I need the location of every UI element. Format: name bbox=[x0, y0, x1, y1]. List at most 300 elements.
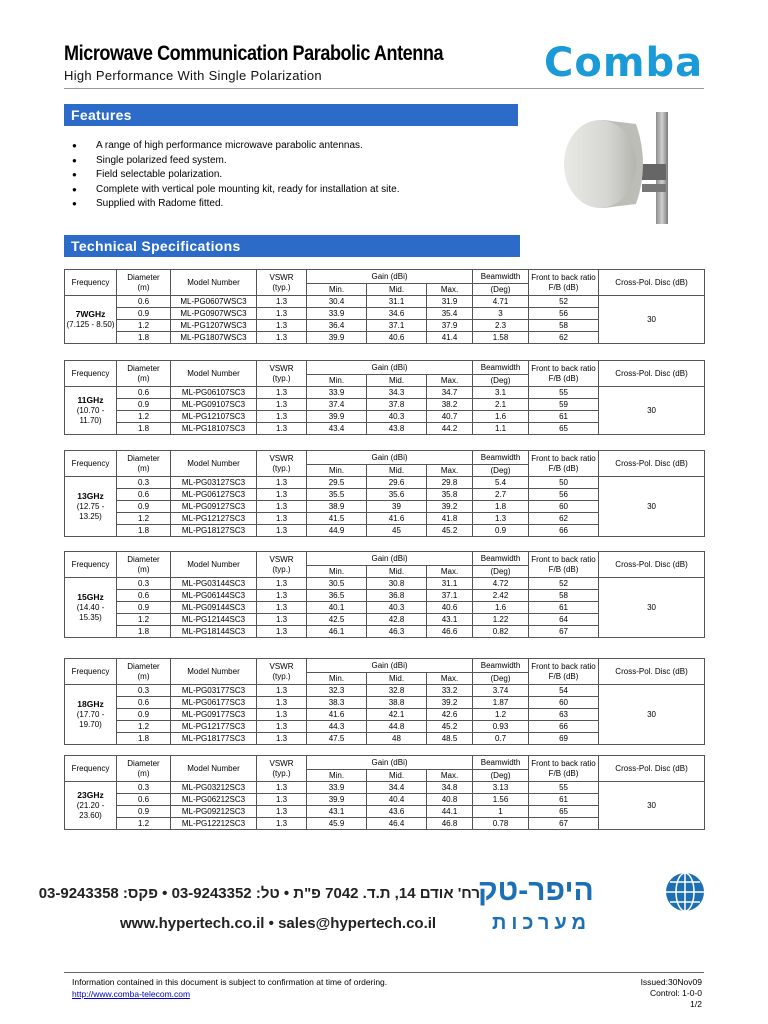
header-diameter-unit: (m) bbox=[137, 768, 150, 778]
model-number-cell: ML-PG06107SC3 bbox=[171, 387, 257, 399]
header-diameter-label: Diameter bbox=[127, 758, 160, 768]
gain-min-cell: 33.9 bbox=[307, 782, 367, 794]
header-gain-min: Min. bbox=[307, 465, 367, 477]
comba-logo: Comba bbox=[544, 40, 704, 86]
beamwidth-cell: 5.4 bbox=[473, 477, 529, 489]
gain-min-cell: 41.6 bbox=[307, 709, 367, 721]
gain-min-cell: 42.5 bbox=[307, 614, 367, 626]
beamwidth-cell: 1.87 bbox=[473, 697, 529, 709]
front-to-back-cell: 64 bbox=[529, 614, 599, 626]
model-number-cell: ML-PG12144SC3 bbox=[171, 614, 257, 626]
beamwidth-cell: 1.3 bbox=[473, 513, 529, 525]
front-to-back-cell: 61 bbox=[529, 411, 599, 423]
front-to-back-cell: 54 bbox=[529, 685, 599, 697]
diameter-cell: 1.2 bbox=[117, 818, 171, 830]
beamwidth-cell: 1.58 bbox=[473, 332, 529, 344]
gain-mid-cell: 45 bbox=[367, 525, 427, 537]
gain-mid-cell: 31.1 bbox=[367, 296, 427, 308]
beamwidth-cell: 1.2 bbox=[473, 709, 529, 721]
diameter-cell: 0.6 bbox=[117, 387, 171, 399]
issued-date: Issued:30Nov09 bbox=[640, 977, 702, 987]
diameter-cell: 0.3 bbox=[117, 685, 171, 697]
header-gain-min: Min. bbox=[307, 375, 367, 387]
gain-max-cell: 42.6 bbox=[427, 709, 473, 721]
header-diameter-unit: (m) bbox=[137, 282, 150, 292]
diameter-cell: 1.8 bbox=[117, 423, 171, 435]
header-vswr-label: VSWR bbox=[269, 272, 294, 282]
distributor-subtitle: מערכות bbox=[492, 912, 592, 934]
gain-mid-cell: 42.8 bbox=[367, 614, 427, 626]
specs-section-bar bbox=[64, 235, 520, 257]
diameter-cell: 1.8 bbox=[117, 332, 171, 344]
band-name: 18GHz bbox=[77, 699, 104, 709]
front-to-back-cell: 67 bbox=[529, 626, 599, 638]
header-gain: Gain (dBi) bbox=[307, 552, 473, 566]
header-vswr-label: VSWR bbox=[269, 554, 294, 564]
header-beamwidth: Beamwidth bbox=[473, 756, 529, 770]
header-diameter-unit: (m) bbox=[137, 564, 150, 574]
header-beamwidth-unit: (Deg) bbox=[473, 673, 529, 685]
footer-divider bbox=[64, 972, 704, 973]
beamwidth-cell: 2.42 bbox=[473, 590, 529, 602]
header-diameter-label: Diameter bbox=[127, 272, 160, 282]
spec-table bbox=[64, 269, 705, 344]
header-model-number bbox=[171, 270, 257, 296]
header-model-number-label: Model Number bbox=[187, 368, 240, 378]
band-range: (17.70 - 19.70) bbox=[76, 710, 105, 729]
header-gain-max: Max. bbox=[427, 465, 473, 477]
beamwidth-cell: 1.22 bbox=[473, 614, 529, 626]
gain-max-cell: 38.2 bbox=[427, 399, 473, 411]
table-row bbox=[65, 685, 705, 697]
beamwidth-cell: 4.71 bbox=[473, 296, 529, 308]
model-number-cell: ML-PG18127SC3 bbox=[171, 525, 257, 537]
model-number-cell: ML-PG18107SC3 bbox=[171, 423, 257, 435]
gain-mid-cell: 43.6 bbox=[367, 806, 427, 818]
header-diameter-label: Diameter bbox=[127, 554, 160, 564]
header-gain: Gain (dBi) bbox=[307, 361, 473, 375]
gain-mid-cell: 30.8 bbox=[367, 578, 427, 590]
vswr-cell: 1.3 bbox=[257, 320, 307, 332]
front-to-back-cell: 65 bbox=[529, 423, 599, 435]
diameter-cell: 1.2 bbox=[117, 721, 171, 733]
table-row bbox=[65, 782, 705, 794]
header-gain-max: Max. bbox=[427, 770, 473, 782]
header-diameter-label: Diameter bbox=[127, 363, 160, 373]
diameter-cell: 0.9 bbox=[117, 709, 171, 721]
frequency-band bbox=[65, 387, 117, 435]
header-front-to-back-label: Front to back ratio F/B (dB) bbox=[531, 661, 596, 681]
cross-pol-cell: 30 bbox=[599, 387, 705, 435]
gain-mid-cell: 46.4 bbox=[367, 818, 427, 830]
feature-item: ● Field selectable polarization. bbox=[72, 168, 399, 183]
header-diameter bbox=[117, 756, 171, 782]
cross-pol-cell: 30 bbox=[599, 782, 705, 830]
frequency-band bbox=[65, 578, 117, 638]
gain-max-cell: 34.8 bbox=[427, 782, 473, 794]
gain-mid-cell: 29.6 bbox=[367, 477, 427, 489]
header-gain-mid: Mid. bbox=[367, 465, 427, 477]
front-to-back-cell: 66 bbox=[529, 525, 599, 537]
gain-min-cell: 41.5 bbox=[307, 513, 367, 525]
model-number-cell: ML-PG12127SC3 bbox=[171, 513, 257, 525]
gain-min-cell: 38.3 bbox=[307, 697, 367, 709]
gain-max-cell: 40.8 bbox=[427, 794, 473, 806]
frequency-band bbox=[65, 477, 117, 537]
gain-min-cell: 44.3 bbox=[307, 721, 367, 733]
header-beamwidth-unit: (Deg) bbox=[473, 284, 529, 296]
beamwidth-cell: 0.93 bbox=[473, 721, 529, 733]
beamwidth-cell: 1.8 bbox=[473, 501, 529, 513]
beamwidth-cell: 2.1 bbox=[473, 399, 529, 411]
vswr-cell: 1.3 bbox=[257, 399, 307, 411]
gain-mid-cell: 37.8 bbox=[367, 399, 427, 411]
gain-max-cell: 46.8 bbox=[427, 818, 473, 830]
model-number-cell: ML-PG03177SC3 bbox=[171, 685, 257, 697]
header-gain-mid: Mid. bbox=[367, 673, 427, 685]
globe-icon bbox=[660, 870, 710, 914]
header-diameter-unit: (m) bbox=[137, 671, 150, 681]
vswr-cell: 1.3 bbox=[257, 423, 307, 435]
gain-max-cell: 39.2 bbox=[427, 501, 473, 513]
header-frequency-label: Frequency bbox=[71, 277, 110, 287]
model-number-cell: ML-PG12107SC3 bbox=[171, 411, 257, 423]
header-cross-pol-label: Cross-Pol. Disc (dB) bbox=[615, 559, 688, 569]
band-range: (14.40 - 15.35) bbox=[76, 603, 105, 622]
header-frequency bbox=[65, 756, 117, 782]
vswr-cell: 1.3 bbox=[257, 697, 307, 709]
gain-mid-cell: 34.3 bbox=[367, 387, 427, 399]
beamwidth-cell: 3.13 bbox=[473, 782, 529, 794]
vswr-cell: 1.3 bbox=[257, 387, 307, 399]
feature-item: ● Complete with vertical pole mounting kit, ready for installation at site. bbox=[72, 183, 399, 198]
front-to-back-cell: 61 bbox=[529, 602, 599, 614]
header-gain: Gain (dBi) bbox=[307, 270, 473, 284]
vswr-cell: 1.3 bbox=[257, 590, 307, 602]
gain-min-cell: 44.9 bbox=[307, 525, 367, 537]
gain-min-cell: 40.1 bbox=[307, 602, 367, 614]
model-number-cell: ML-PG1807WSC3 bbox=[171, 332, 257, 344]
gain-max-cell: 40.7 bbox=[427, 411, 473, 423]
header-cross-pol bbox=[599, 451, 705, 477]
front-to-back-cell: 58 bbox=[529, 320, 599, 332]
features-heading: Features bbox=[71, 107, 132, 123]
header-cross-pol bbox=[599, 659, 705, 685]
front-to-back-cell: 52 bbox=[529, 296, 599, 308]
header-frequency-label: Frequency bbox=[71, 368, 110, 378]
frequency-band bbox=[65, 296, 117, 344]
header-cross-pol bbox=[599, 756, 705, 782]
beamwidth-cell: 0.78 bbox=[473, 818, 529, 830]
header-model-number bbox=[171, 361, 257, 387]
diameter-cell: 0.3 bbox=[117, 782, 171, 794]
beamwidth-cell: 1.6 bbox=[473, 602, 529, 614]
spec-table bbox=[64, 551, 705, 638]
vswr-cell: 1.3 bbox=[257, 308, 307, 320]
gain-max-cell: 45.2 bbox=[427, 721, 473, 733]
header-front-to-back-label: Front to back ratio F/B (dB) bbox=[531, 363, 596, 383]
header-cross-pol-label: Cross-Pol. Disc (dB) bbox=[615, 368, 688, 378]
model-number-cell: ML-PG06144SC3 bbox=[171, 590, 257, 602]
spec-table bbox=[64, 360, 705, 435]
front-to-back-cell: 59 bbox=[529, 399, 599, 411]
gain-mid-cell: 40.3 bbox=[367, 411, 427, 423]
header-vswr-label: VSWR bbox=[269, 758, 294, 768]
header-vswr-unit: (typ.) bbox=[272, 282, 291, 292]
front-to-back-cell: 67 bbox=[529, 818, 599, 830]
model-number-cell: ML-PG09107SC3 bbox=[171, 399, 257, 411]
beamwidth-cell: 2.7 bbox=[473, 489, 529, 501]
gain-max-cell: 41.8 bbox=[427, 513, 473, 525]
gain-min-cell: 39.9 bbox=[307, 794, 367, 806]
gain-min-cell: 33.9 bbox=[307, 308, 367, 320]
diameter-cell: 0.6 bbox=[117, 590, 171, 602]
vswr-cell: 1.3 bbox=[257, 578, 307, 590]
gain-max-cell: 45.2 bbox=[427, 525, 473, 537]
diameter-cell: 0.6 bbox=[117, 489, 171, 501]
header-vswr-label: VSWR bbox=[269, 661, 294, 671]
vswr-cell: 1.3 bbox=[257, 818, 307, 830]
model-number-cell: ML-PG0607WSC3 bbox=[171, 296, 257, 308]
gain-min-cell: 43.4 bbox=[307, 423, 367, 435]
footer-meta bbox=[641, 977, 702, 1010]
beamwidth-cell: 3.74 bbox=[473, 685, 529, 697]
header-gain-mid: Mid. bbox=[367, 284, 427, 296]
header-gain-mid: Mid. bbox=[367, 375, 427, 387]
front-to-back-cell: 56 bbox=[529, 489, 599, 501]
gain-min-cell: 30.5 bbox=[307, 578, 367, 590]
control-number: Control: 1-0-0 bbox=[650, 988, 702, 998]
model-number-cell: ML-PG09144SC3 bbox=[171, 602, 257, 614]
gain-mid-cell: 32.8 bbox=[367, 685, 427, 697]
model-number-cell: ML-PG18177SC3 bbox=[171, 733, 257, 745]
header-cross-pol-label: Cross-Pol. Disc (dB) bbox=[615, 458, 688, 468]
header-gain-mid: Mid. bbox=[367, 770, 427, 782]
gain-max-cell: 39.2 bbox=[427, 697, 473, 709]
header-vswr-label: VSWR bbox=[269, 453, 294, 463]
band-name: 23GHz bbox=[77, 790, 104, 800]
footer-disclaimer: Information contained in this document is subject to confirmation at time of ordering. bbox=[72, 977, 388, 987]
vswr-cell: 1.3 bbox=[257, 513, 307, 525]
header-gain-max: Max. bbox=[427, 284, 473, 296]
front-to-back-cell: 55 bbox=[529, 387, 599, 399]
header-front-to-back-label: Front to back ratio F/B (dB) bbox=[531, 453, 596, 473]
gain-min-cell: 35.5 bbox=[307, 489, 367, 501]
header-diameter-label: Diameter bbox=[127, 661, 160, 671]
header-beamwidth: Beamwidth bbox=[473, 552, 529, 566]
footer-website-link[interactable]: http://www.comba-telecom.com bbox=[72, 989, 191, 999]
header-vswr-unit: (typ.) bbox=[272, 373, 291, 383]
front-to-back-cell: 62 bbox=[529, 513, 599, 525]
gain-max-cell: 31.1 bbox=[427, 578, 473, 590]
header-front-to-back-label: Front to back ratio F/B (dB) bbox=[531, 272, 596, 292]
header-beamwidth-unit: (Deg) bbox=[473, 465, 529, 477]
diameter-cell: 0.9 bbox=[117, 501, 171, 513]
gain-min-cell: 33.9 bbox=[307, 387, 367, 399]
header-vswr-unit: (typ.) bbox=[272, 768, 291, 778]
header-vswr bbox=[257, 756, 307, 782]
header-model-number bbox=[171, 552, 257, 578]
header-model-number-label: Model Number bbox=[187, 559, 240, 569]
header-cross-pol-label: Cross-Pol. Disc (dB) bbox=[615, 763, 688, 773]
header-vswr-unit: (typ.) bbox=[272, 564, 291, 574]
gain-min-cell: 29.5 bbox=[307, 477, 367, 489]
gain-max-cell: 29.8 bbox=[427, 477, 473, 489]
diameter-cell: 0.9 bbox=[117, 602, 171, 614]
header-beamwidth-unit: (Deg) bbox=[473, 566, 529, 578]
band-name: 15GHz bbox=[77, 592, 104, 602]
model-number-cell: ML-PG1207WSC3 bbox=[171, 320, 257, 332]
band-range: (21.20 - 23.60) bbox=[76, 801, 105, 820]
model-number-cell: ML-PG03144SC3 bbox=[171, 578, 257, 590]
table-row bbox=[65, 477, 705, 489]
gain-max-cell: 33.2 bbox=[427, 685, 473, 697]
gain-max-cell: 46.6 bbox=[427, 626, 473, 638]
gain-min-cell: 30.4 bbox=[307, 296, 367, 308]
cross-pol-cell: 30 bbox=[599, 296, 705, 344]
header-diameter-label: Diameter bbox=[127, 453, 160, 463]
vswr-cell: 1.3 bbox=[257, 794, 307, 806]
header-front-to-back-label: Front to back ratio F/B (dB) bbox=[531, 758, 596, 778]
gain-mid-cell: 42.1 bbox=[367, 709, 427, 721]
vswr-cell: 1.3 bbox=[257, 501, 307, 513]
header-front-to-back bbox=[529, 361, 599, 387]
header-vswr bbox=[257, 552, 307, 578]
gain-max-cell: 35.8 bbox=[427, 489, 473, 501]
distributor-address: רח' אודם 14, ת.ד. 7042 פ"ת • טל: 03-9243352 • פקס: 03-9243358 bbox=[38, 885, 480, 902]
gain-mid-cell: 41.6 bbox=[367, 513, 427, 525]
header-model-number-label: Model Number bbox=[187, 666, 240, 676]
gain-mid-cell: 48 bbox=[367, 733, 427, 745]
vswr-cell: 1.3 bbox=[257, 721, 307, 733]
beamwidth-cell: 3.1 bbox=[473, 387, 529, 399]
beamwidth-cell: 0.82 bbox=[473, 626, 529, 638]
gain-max-cell: 41.4 bbox=[427, 332, 473, 344]
distributor-name: היפר-טק bbox=[478, 874, 594, 907]
header-model-number bbox=[171, 756, 257, 782]
diameter-cell: 1.8 bbox=[117, 733, 171, 745]
band-range: (10.70 - 11.70) bbox=[76, 406, 105, 425]
vswr-cell: 1.3 bbox=[257, 477, 307, 489]
diameter-cell: 1.2 bbox=[117, 614, 171, 626]
beamwidth-cell: 0.9 bbox=[473, 525, 529, 537]
gain-min-cell: 47.5 bbox=[307, 733, 367, 745]
beamwidth-cell: 1 bbox=[473, 806, 529, 818]
header-cross-pol bbox=[599, 552, 705, 578]
beamwidth-cell: 1.1 bbox=[473, 423, 529, 435]
front-to-back-cell: 55 bbox=[529, 782, 599, 794]
gain-max-cell: 48.5 bbox=[427, 733, 473, 745]
features-list bbox=[72, 139, 399, 212]
front-to-back-cell: 60 bbox=[529, 501, 599, 513]
header-diameter-unit: (m) bbox=[137, 463, 150, 473]
gain-min-cell: 32.3 bbox=[307, 685, 367, 697]
diameter-cell: 1.8 bbox=[117, 525, 171, 537]
gain-max-cell: 34.7 bbox=[427, 387, 473, 399]
front-to-back-cell: 63 bbox=[529, 709, 599, 721]
model-number-cell: ML-PG06212SC3 bbox=[171, 794, 257, 806]
header-vswr bbox=[257, 451, 307, 477]
cross-pol-cell: 30 bbox=[599, 477, 705, 537]
table-row bbox=[65, 387, 705, 399]
header-beamwidth-unit: (Deg) bbox=[473, 375, 529, 387]
header-front-to-back bbox=[529, 270, 599, 296]
gain-min-cell: 39.9 bbox=[307, 411, 367, 423]
antenna-image bbox=[558, 112, 698, 224]
gain-max-cell: 31.9 bbox=[427, 296, 473, 308]
header-front-to-back bbox=[529, 659, 599, 685]
band-name: 11GHz bbox=[77, 395, 104, 405]
beamwidth-cell: 1.56 bbox=[473, 794, 529, 806]
vswr-cell: 1.3 bbox=[257, 782, 307, 794]
header-beamwidth: Beamwidth bbox=[473, 659, 529, 673]
header-divider bbox=[64, 88, 704, 89]
frequency-band bbox=[65, 782, 117, 830]
front-to-back-cell: 60 bbox=[529, 697, 599, 709]
model-number-cell: ML-PG12177SC3 bbox=[171, 721, 257, 733]
diameter-cell: 1.2 bbox=[117, 320, 171, 332]
gain-mid-cell: 38.8 bbox=[367, 697, 427, 709]
header-gain: Gain (dBi) bbox=[307, 451, 473, 465]
header-frequency-label: Frequency bbox=[71, 666, 110, 676]
header-vswr bbox=[257, 659, 307, 685]
gain-mid-cell: 40.4 bbox=[367, 794, 427, 806]
distributor-web: www.hypertech.co.il • sales@hypertech.co.il bbox=[120, 915, 437, 932]
gain-mid-cell: 34.6 bbox=[367, 308, 427, 320]
gain-max-cell: 40.6 bbox=[427, 602, 473, 614]
beamwidth-cell: 2.3 bbox=[473, 320, 529, 332]
header-gain-max: Max. bbox=[427, 673, 473, 685]
header-front-to-back bbox=[529, 756, 599, 782]
vswr-cell: 1.3 bbox=[257, 332, 307, 344]
header-model-number-label: Model Number bbox=[187, 458, 240, 468]
gain-mid-cell: 44.8 bbox=[367, 721, 427, 733]
header-frequency-label: Frequency bbox=[71, 559, 110, 569]
cross-pol-cell: 30 bbox=[599, 578, 705, 638]
header-diameter bbox=[117, 451, 171, 477]
model-number-cell: ML-PG09177SC3 bbox=[171, 709, 257, 721]
header-front-to-back bbox=[529, 552, 599, 578]
gain-mid-cell: 37.1 bbox=[367, 320, 427, 332]
gain-mid-cell: 40.3 bbox=[367, 602, 427, 614]
header-beamwidth: Beamwidth bbox=[473, 361, 529, 375]
spec-table bbox=[64, 450, 705, 537]
header-model-number bbox=[171, 451, 257, 477]
band-name: 7WGHz bbox=[75, 309, 106, 319]
diameter-cell: 0.6 bbox=[117, 296, 171, 308]
vswr-cell: 1.3 bbox=[257, 525, 307, 537]
gain-min-cell: 36.5 bbox=[307, 590, 367, 602]
gain-min-cell: 39.9 bbox=[307, 332, 367, 344]
page-number: 1/2 bbox=[690, 999, 702, 1009]
header-frequency bbox=[65, 361, 117, 387]
vswr-cell: 1.3 bbox=[257, 614, 307, 626]
diameter-cell: 0.9 bbox=[117, 806, 171, 818]
header-model-number bbox=[171, 659, 257, 685]
gain-max-cell: 37.1 bbox=[427, 590, 473, 602]
feature-item: ● Single polarized feed system. bbox=[72, 154, 399, 169]
header-diameter bbox=[117, 552, 171, 578]
diameter-cell: 1.2 bbox=[117, 411, 171, 423]
gain-max-cell: 44.2 bbox=[427, 423, 473, 435]
header-vswr bbox=[257, 270, 307, 296]
gain-max-cell: 43.1 bbox=[427, 614, 473, 626]
header-beamwidth-unit: (Deg) bbox=[473, 770, 529, 782]
header-frequency-label: Frequency bbox=[71, 458, 110, 468]
document-subtitle: High Performance With Single Polarization bbox=[64, 68, 322, 83]
diameter-cell: 0.3 bbox=[117, 477, 171, 489]
front-to-back-cell: 50 bbox=[529, 477, 599, 489]
